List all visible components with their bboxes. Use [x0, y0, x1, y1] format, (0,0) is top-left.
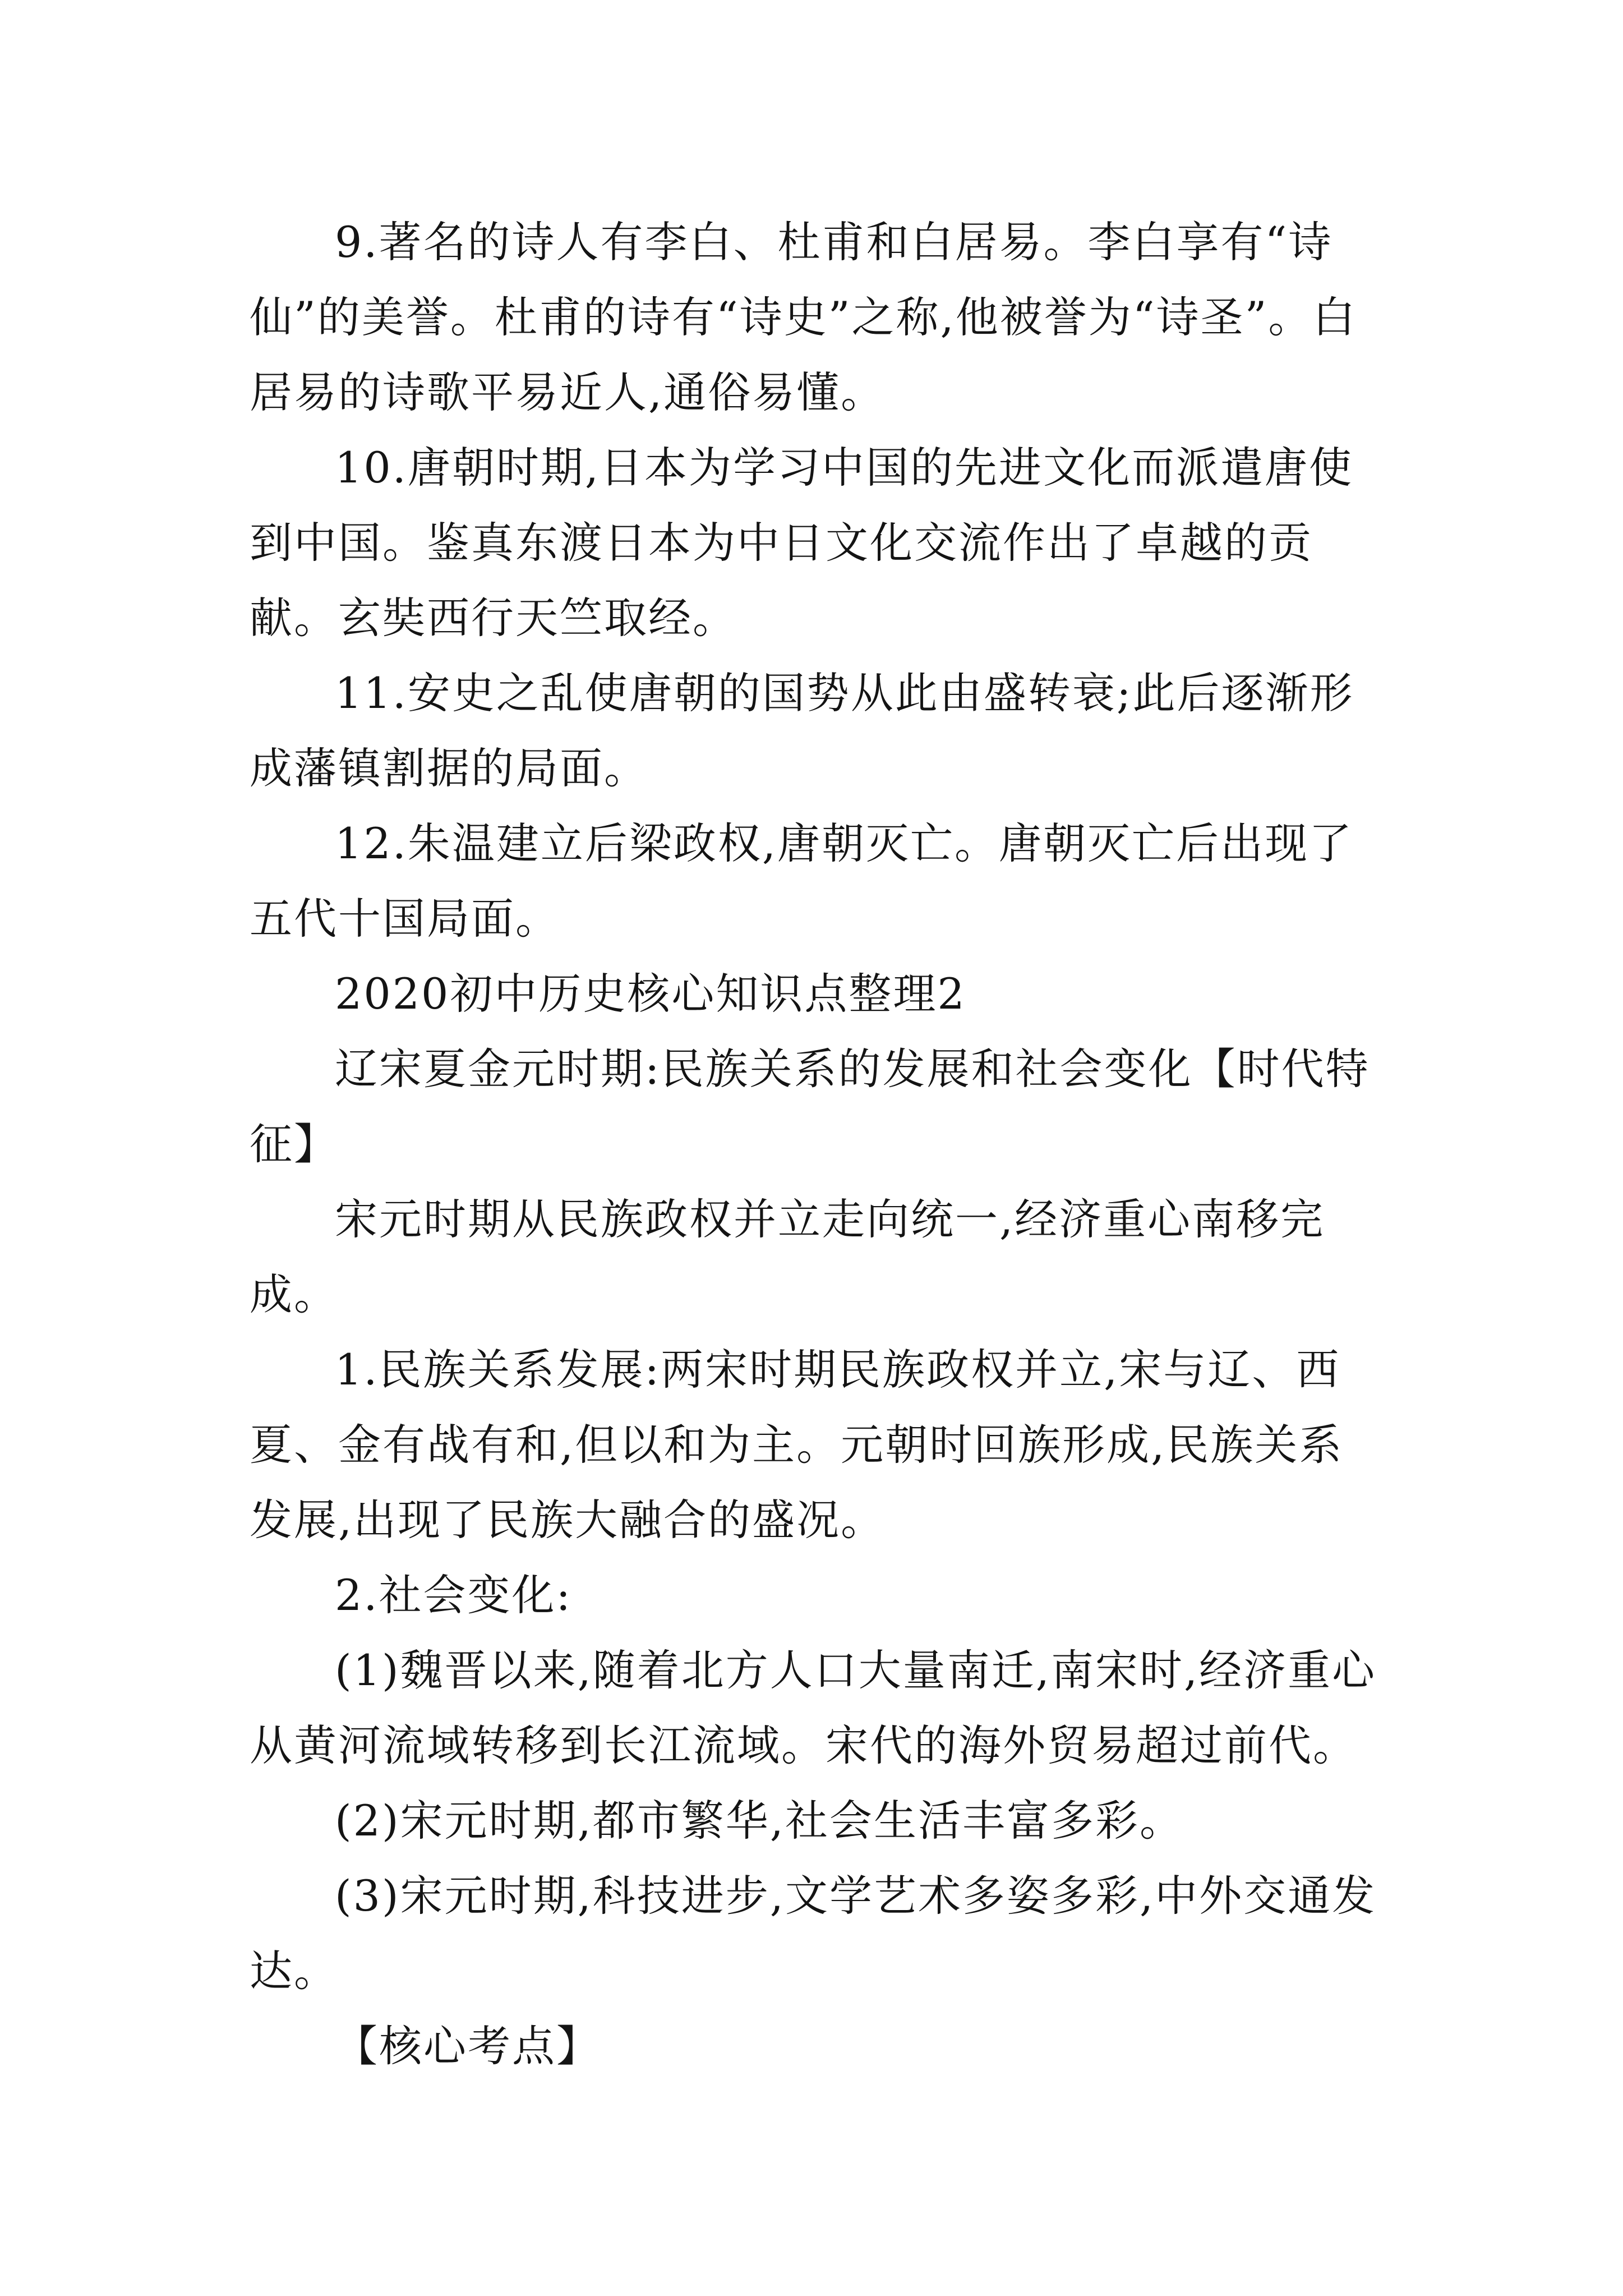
paragraph-ethnic-relations: 1.民族关系发展:两宋时期民族政权并立,宋与辽、西夏、金有战有和,但以和为主。元朝时回族形成,民族关系发展,出现了民族大融合的盛况。	[250, 1345, 1344, 1545]
list-item-urban-life: (2)宋元时期,都市繁华,社会生活丰富多彩。	[335, 1796, 1184, 1846]
list-item-economic-shift: (1)魏晋以来,随着北方人口大量南迁,南宋时,经济重心从黄河流域转移到长江流域。宋代的海外贸易超过前代。	[250, 1645, 1377, 1770]
document-body	[250, 205, 1382, 2084]
period-title: 辽宋夏金元时期:民族关系的发展和社会变化【时代特征】	[250, 1044, 1370, 1169]
paragraph-japan-exchange: 10.唐朝时期,日本为学习中国的先进文化而派遣唐使到中国。鉴真东渡日本为中日文化交流作出了卓越的贡献。玄奘西行天竺取经。	[250, 443, 1354, 643]
list-item-science-culture: (3)宋元时期,科技进步,文学艺术多姿多彩,中外交通发达。	[250, 1871, 1377, 1996]
paragraph-social-change: 2.社会变化:	[335, 1570, 573, 1620]
paragraph-anshi-rebellion: 11.安史之乱使唐朝的国势从此由盛转衰;此后逐渐形成藩镇割据的局面。	[250, 668, 1354, 793]
paragraph-tang-fall: 12.朱温建立后梁政权,唐朝灭亡。唐朝灭亡后出现了五代十国局面。	[250, 818, 1354, 944]
paragraph-poets: 9.著名的诗人有李白、杜甫和白居易。李白享有“诗仙”的美誉。杜甫的诗有“诗史”之称,他被誉为“诗圣”。白居易的诗歌平易近人,通俗易懂。	[250, 217, 1357, 417]
core-points-heading: 【核心考点】	[335, 2021, 601, 2071]
period-summary: 宋元时期从民族政权并立走向统一,经济重心南移完成。	[250, 1194, 1325, 1319]
section-heading: 2020初中历史核心知识点整理2	[335, 969, 966, 1019]
